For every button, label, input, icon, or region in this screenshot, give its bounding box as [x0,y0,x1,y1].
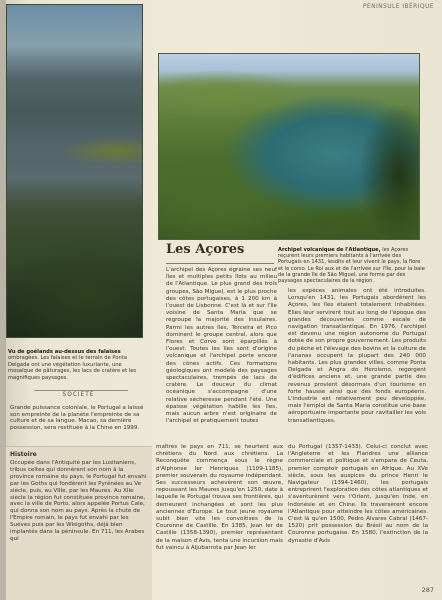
left-caption-text: ombragées. Les falaises et le terrain de Ponta Delgada ont une végétation luxuriante, une mosaïque de pâturages, les lacs de cratère et les magnifiques paysages. [8,355,137,381]
societe-text: Grande puissance coloniale, le Portugal a laissé son empreinte de la planète l'empreinte de sa culture et de sa langue. Macao, sa dernière possession, sera restituée à la Chine en 1999. [10,405,144,431]
societe-heading: SOCIÉTÉ [62,392,95,398]
main-photo-caption [278,247,426,284]
running-header: PÉNINSULE IBÉRIQUE [362,3,434,10]
history-text: Occupée dans l'Antiquité par les Lusitaniens, tribus celtes qui donnèrent son nom à la province romaine du pays, le Portugal fut envahi par les Goths qui fondèrent les Pyrénées au Ve siècle, puis, au VIIIe, par les Maures. Au XIIe siècle la région fut constituée province romaine, avec la ville de Porto, alors appelée Portus Cale, qui donna son nom au pays. Après la chute de l'Empire romain, le pays fut envahi par les Suèves puis par les Wisigoths, déjà bien implantés dans la péninsule. En 711, les Arabes qui [10,460,147,542]
societe-rule [34,390,128,391]
article-column-2: les espèces animales ont été introduites. Lorsqu'en 1431, les Portugais abordèrent les Açores, les îles étaient totalement inhabitées. Elles leur servirent tout au long de l'époque des grandes découvertes comme escale de navigation transatlantique. En 1976, l'archipel est devenu une région autonome du Portugal dotée de son propre gouvernement. Les produits du pêche et l'élevage des bovins et la culture de l'ananas occupent la plupart des 240 000 habitants. Les plus grandes villes, comme Ponta Delgada et Angra do Heroísmo, regorgent d'édifices anciens et, une grande partie des revenus provient désormais d'un tourisme en forte hausse ainsi que des fonds européens. L'industrie est relativement peu développée, mais l'emploi de Santa Maria constitue une base aéroportuaire importante pour ravitailler les vols transatlantiques. [288,288,426,424]
main-caption-bold: Archipel volcanique de l'Atlantique, [278,247,381,253]
history-sidebar [6,446,152,600]
left-photo-caption [8,349,143,381]
title-rule [166,263,274,264]
left-caption-bold: Vu de goélands au-dessus des falaises [8,349,121,355]
article-column-1: L'archipel des Açores égraine ses neuf îles et multiples petits îlots au milieu de l'Atlantique. Le plus grand des trois groupes, São Miguel, est le plus proche des côtes portugaises, à 1 200 km à l'ouest de Lisbonne. C'est là et sur l'île voisine de Santa Maria que se regroupe la majorité des insulaires. Parmi les autres îles, Terceira et Pico dominent le groupe central, alors que Flores et Corvo sont éparpillés à l'ouest. Toutes les îles sont d'origine volcanique et l'archipel porte encore des cônes actifs. Ces formations géologiques ont modelé des paysages spectaculaires, trempés de lacs de cratère. Le douceur du climat océanique s'accompagne d'une relative sécheresse pendant l'été. Une épaisse végétation habille les îles, mais aucun arbre n'est originaire de l'archipel et pratiquement toutes [166,267,277,425]
article-column-3: maîtres le pays en 711, se heurtent aux chrétiens du Nord aux chrétiens. La Reconquête commença sous le règne d'Alphonse Ier Henriques (1109-1185), premier souverain du royaume indépendant. Ses successeurs achevèrent son œuvre, repoussant les Maures jusqu'en 1250, date à laquelle le Portugal trouva ses frontières, qui demeurent inchangées et sont les plus anciennes d'Europe. Le tout jeune royaume subit bien vite les convoitises de la Couronne de Castille. En 1385, Jean Ier de Castille (1358-1390), premier représentant de la maison d'Avis, tenta une incursion mais fut vaincu à Aljubarrota par Jean Ier [156,444,284,551]
azores-lake-photo [158,53,420,240]
coastal-cliffs-photo [6,4,143,338]
page-number: 287 [421,586,434,594]
main-caption-text: les Açores reçurent leurs premiers habitants à l'arrivée des Portugais en 1431, lesdits et leur vivent le pays, la flore et le corso. Le Roi aux et de l'arrivée sur l'île, pour la baie de la grande île de São Miguel, une forme par des paysages spectaculaires de la région. [278,247,425,285]
history-label: Histoire [10,451,37,458]
article-column-4: du Portugal (1357-1433). Celui-ci conclut avec l'Angleterre et les Flandres une alliance commerciale et politique et s'empara de Ceuta, premier comptoir portugais en Afrique. Au XVe siècle, sous les auspices du prince Henri le Navigateur (1394-1460), les portugais entreprirent l'exploration des côtes atlantiques et s'aventurèrent vers l'Orient, jusqu'en Inde, en Indonésie et en Chine. Ils traversèrent encore l'Atlantique pour atteindre les côtes américaines. C'est là qu'en 1500, Pedro Alvares Cabral (1467-1520) prit possession du Brésil au nom de la Couronne portugaise. En 1580, l'extinction de la dynastie d'Avis [288,444,428,544]
book-page [6,0,442,600]
article-title: Les Açores [166,242,245,257]
